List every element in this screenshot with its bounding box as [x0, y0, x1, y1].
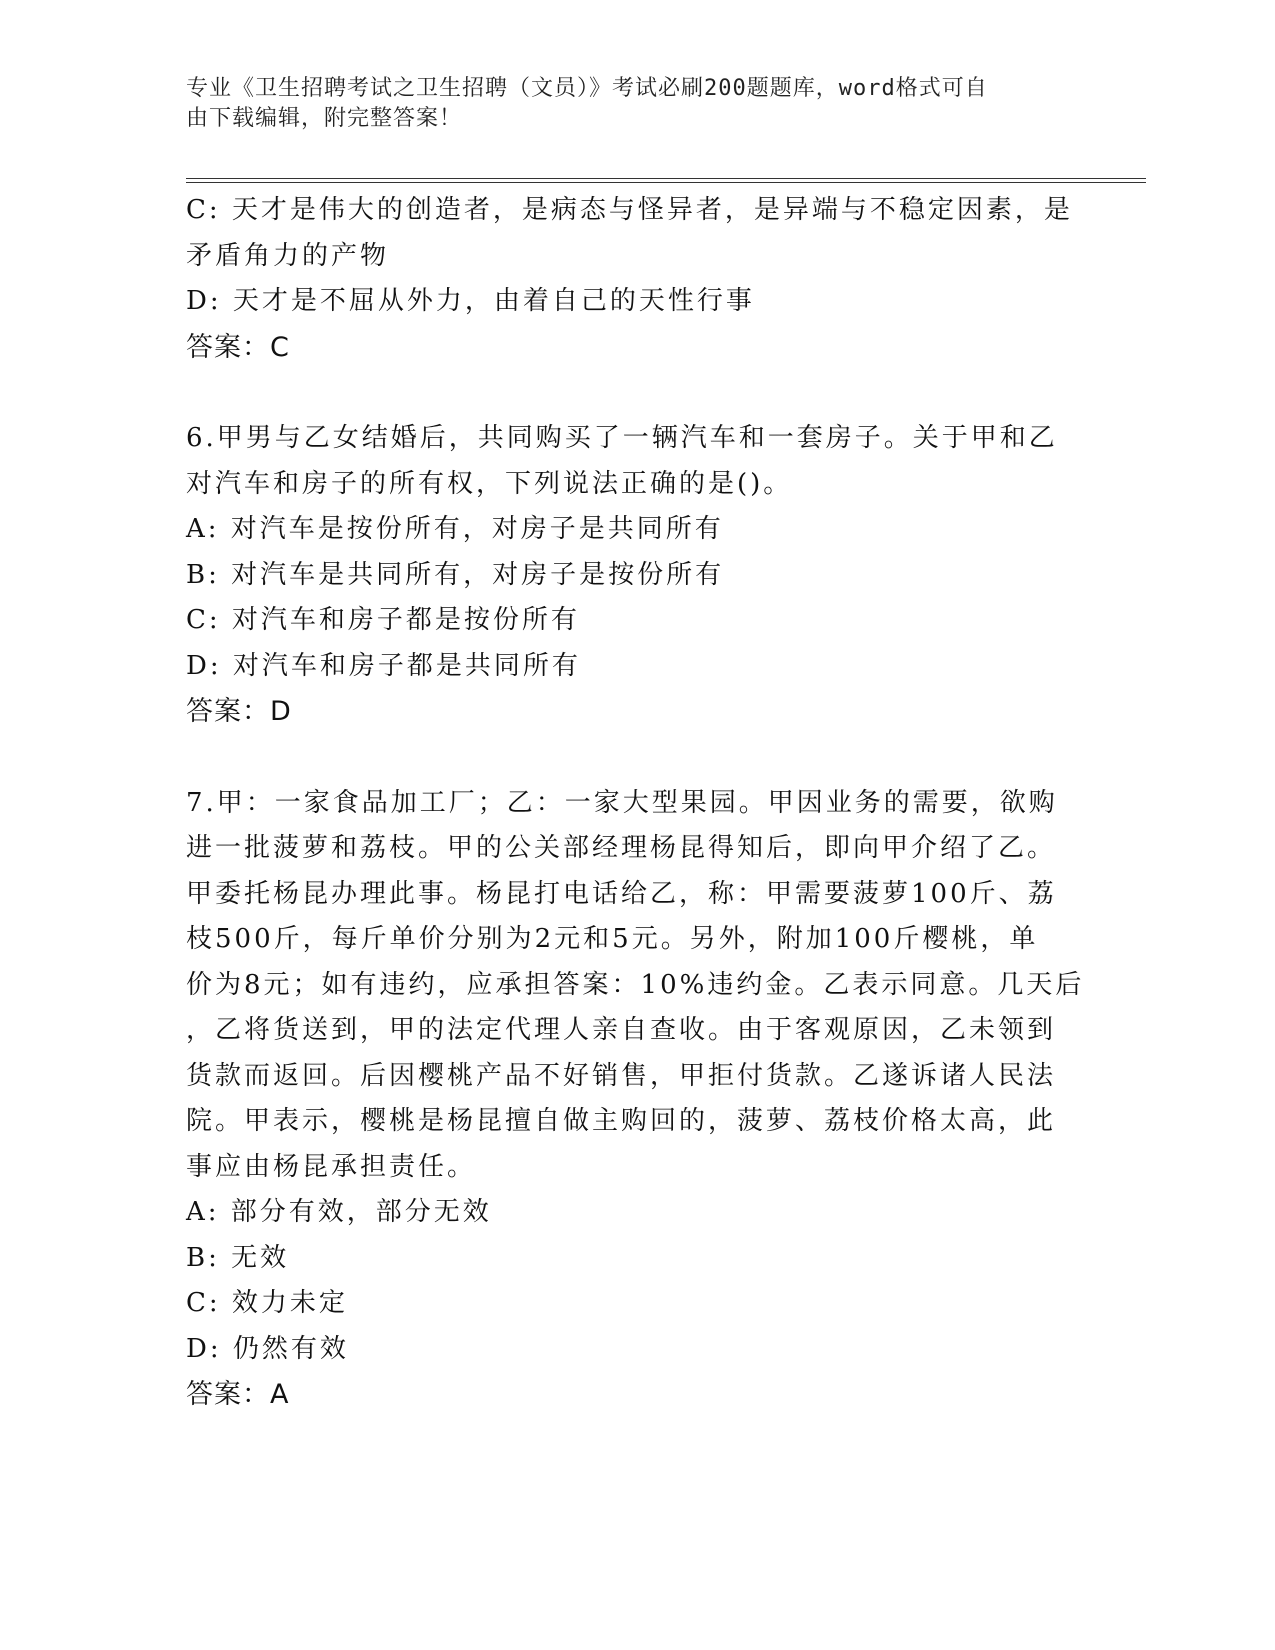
q5-answer: 答案：C	[186, 331, 290, 363]
q7-stem-line-9: 事应由杨昆承担责任。	[186, 1151, 477, 1182]
q5-option-c-line-1: C: 天才是伟大的创造者，是病态与怪异者，是异端与不稳定因素，是	[186, 195, 1073, 225]
document-header	[186, 74, 1066, 134]
q7-stem-line-3: 甲委托杨昆办理此事。杨昆打电话给乙，称：甲需要菠萝100斤、荔	[186, 878, 1057, 909]
q7-option-b: B: 无效	[186, 1242, 290, 1273]
question-gap	[186, 370, 1086, 416]
q7-option-d: D: 仍然有效	[186, 1333, 349, 1364]
question-5-continued	[186, 188, 1086, 370]
q6-option-d: D: 对汽车和房子都是共同所有	[186, 650, 581, 681]
document-body	[186, 188, 1086, 1418]
q7-stem-line-5: 价为8元；如有违约，应承担答案：10%违约金。乙表示同意。几天后	[186, 969, 1085, 1000]
header-divider-bottom	[186, 182, 1146, 183]
question-6	[186, 416, 1086, 735]
q7-answer: 答案：A	[186, 1379, 290, 1410]
header-line-2: 由下载编辑，附完整答案！	[186, 106, 463, 131]
q7-stem-line-2: 进一批菠萝和荔枝。甲的公关部经理杨昆得知后，即向甲介绍了乙。	[186, 833, 1057, 863]
q7-stem-line-1: 7.甲：一家食品加工厂；乙：一家大型果园。甲因业务的需要，欲购	[186, 787, 1058, 818]
q6-stem-line-1: 6.甲男与乙女结婚后，共同购买了一辆汽车和一套房子。关于甲和乙	[186, 423, 1058, 453]
q6-option-b: B: 对汽车是共同所有，对房子是按份所有	[186, 559, 725, 590]
header-line-1: 专业《卫生招聘考试之卫生招聘（文员）》考试必刷200题题库，word格式可自	[186, 76, 988, 101]
q7-stem-line-4: 枝500斤，每斤单价分别为2元和5元。另外，附加100斤樱桃，单	[186, 924, 1039, 954]
q5-option-c-line-2: 矛盾角力的产物	[186, 240, 390, 271]
q6-option-a: A: 对汽车是按份所有，对房子是共同所有	[186, 514, 724, 544]
question-gap	[186, 735, 1086, 781]
q7-stem-line-6: ，乙将货送到，甲的法定代理人亲自查收。由于客观原因，乙未领到	[186, 1015, 1057, 1045]
q6-option-c: C: 对汽车和房子都是按份所有	[186, 605, 580, 635]
q6-stem-line-2: 对汽车和房子的所有权，下列说法正确的是()。	[186, 468, 793, 499]
header-divider-top	[186, 178, 1146, 179]
q7-stem-line-7: 货款而返回。后因樱桃产品不好销售，甲拒付货款。乙遂诉诸人民法	[186, 1060, 1057, 1091]
q7-option-c: C: 效力未定	[186, 1288, 348, 1318]
q7-stem-line-8: 院。甲表示，樱桃是杨昆擅自做主购回的，菠萝、荔枝价格太高，此	[186, 1106, 1057, 1136]
q6-answer: 答案：D	[186, 696, 292, 727]
q7-option-a: A: 部分有效，部分无效	[186, 1197, 492, 1227]
question-7	[186, 781, 1086, 1418]
q5-option-d: D: 天才是不屈从外力，由着自己的天性行事	[186, 286, 755, 316]
